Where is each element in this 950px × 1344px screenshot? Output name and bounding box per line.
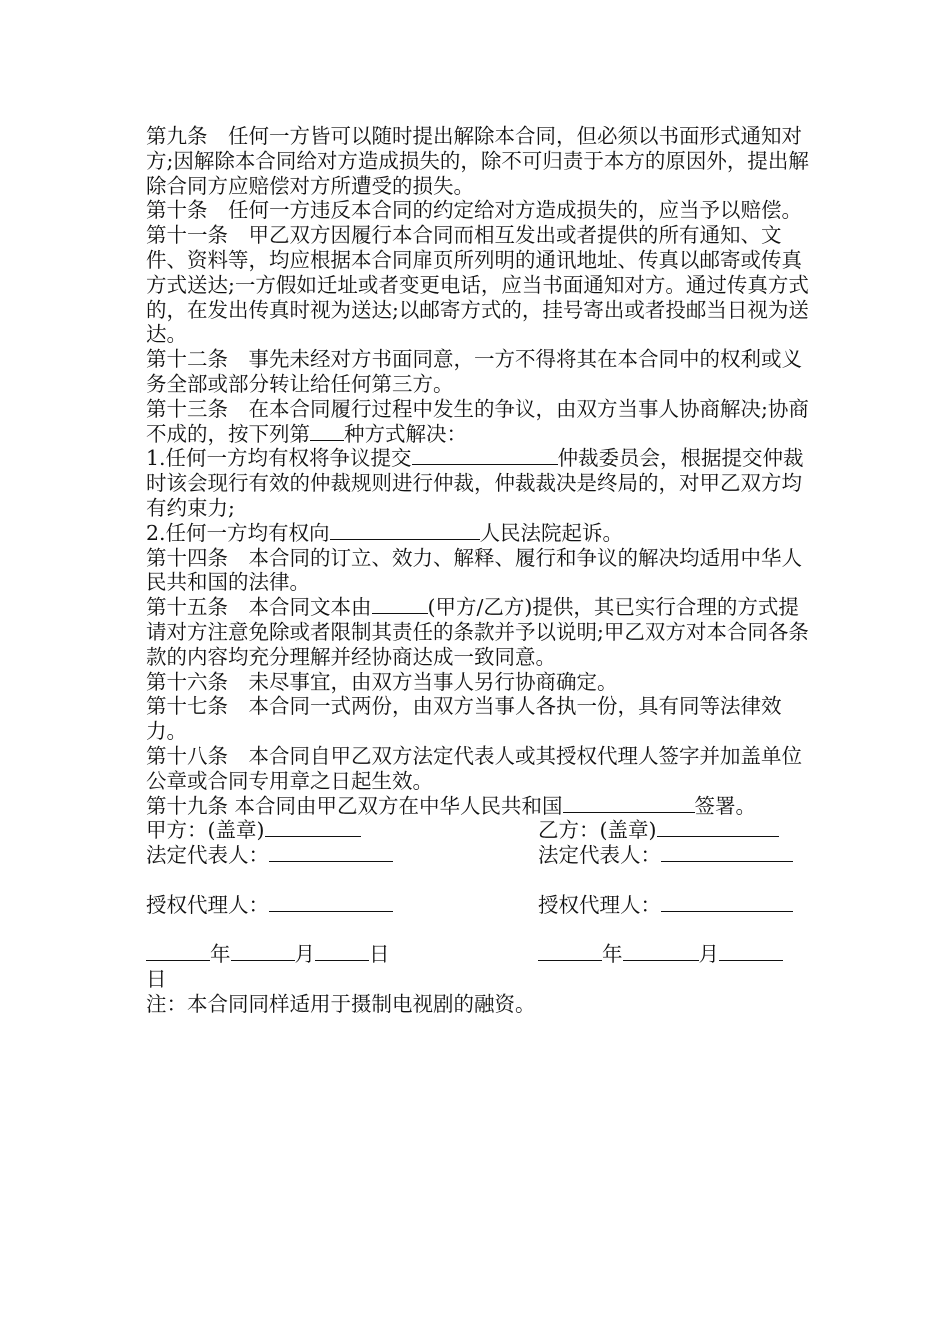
party-a-date-line	[146, 942, 538, 967]
party-a-legal-rep-line	[146, 843, 538, 868]
party-b-legal-rep-line	[538, 843, 816, 868]
clause-17: 第十七条 本合同一式两份，由双方当事人各执一份，具有同等法律效力。	[146, 694, 782, 744]
clause-13-text-after: 种方式解决：	[344, 421, 467, 446]
blank-method-number[interactable]	[310, 422, 344, 441]
clause-18: 第十八条 本合同自甲乙双方法定代表人或其授权代理人签字并加盖单位公章或合同专用章之日起生效。	[146, 743, 802, 793]
signature-party-a	[146, 818, 538, 967]
party-a-month-label: 月	[294, 942, 315, 967]
signature-block	[146, 818, 816, 967]
party-a-day-label: 日	[369, 942, 390, 967]
party-a-agent-label: 授权代理人：	[146, 892, 269, 917]
option-2-text-after: 人民法院起诉。	[479, 520, 624, 545]
clause-15-text: 第十五条 本合同文本由	[146, 595, 372, 620]
party-b-legal-rep-blank[interactable]	[661, 843, 793, 862]
party-a-day-blank[interactable]	[315, 942, 369, 961]
contract-page	[146, 124, 816, 1017]
blank-provider[interactable]	[372, 595, 428, 614]
option-1-text-after: 仲裁委员会，根据提交仲裁时该会现行有效的仲裁规则进行仲裁，仲裁裁决是终局的，对甲乙双方均有约束力;	[146, 446, 804, 520]
spacer	[538, 918, 816, 943]
party-b-day-label: 日	[146, 967, 167, 992]
party-b-agent-blank[interactable]	[661, 893, 793, 912]
party-a-month-blank[interactable]	[231, 942, 295, 961]
clause-19-text-after: 签署。	[694, 793, 757, 818]
clause-10: 第十条 任何一方违反本合同的约定给对方造成损失的，应当予以赔偿。	[146, 198, 802, 223]
clause-13-text: 第十三条 在本合同履行过程中发生的争议，由双方当事人协商解决;协商不成的，按下列第	[146, 396, 809, 446]
spacer	[146, 918, 538, 943]
party-b-legal-rep-label: 法定代表人：	[538, 843, 661, 868]
blank-court[interactable]	[330, 521, 480, 540]
party-a-label: 甲方：(盖章)	[146, 818, 265, 843]
party-a-seal-line	[146, 818, 538, 843]
party-a-agent-line	[146, 893, 538, 918]
party-b-seal-blank[interactable]	[657, 818, 779, 837]
option-1-text: 1.任何一方均有权将争议提交	[146, 446, 412, 471]
party-a-legal-rep-blank[interactable]	[269, 843, 393, 862]
spacer	[146, 868, 538, 893]
party-a-legal-rep-label: 法定代表人：	[146, 843, 269, 868]
clause-13	[146, 397, 816, 447]
party-b-month-blank[interactable]	[623, 942, 699, 961]
clause-15-text-after: (甲方/乙方)提供，其已实行合理的方式提请对方注意免除或者限制其责任的条款并予以说明;甲乙双方对本合同各条款的内容均充分理解并经协商达成一致同意。	[146, 595, 809, 669]
party-b-day-blank[interactable]	[719, 942, 783, 961]
party-b-agent-label: 授权代理人：	[538, 892, 661, 917]
clause-14: 第十四条 本合同的订立、效力、解释、履行和争议的解决均适用中华人民共和国的法律。	[146, 545, 802, 595]
party-b-agent-line	[538, 893, 816, 918]
party-b-seal-line	[538, 818, 816, 843]
party-a-year-label: 年	[210, 942, 231, 967]
wrap-day-line	[146, 967, 816, 992]
clause-12: 第十二条 事先未经对方书面同意，一方不得将其在本合同中的权利或义务全部或部分转让给任何第三方。	[146, 347, 802, 396]
option-1	[146, 446, 816, 520]
clause-9: 第九条 任何一方皆可以随时提出解除本合同，但必须以书面形式通知对方;因解除本合同给对方造成损失的，除不可归责于本方的原因外，提出解除合同方应赔偿对方所遭受的损失。	[146, 124, 809, 198]
footnote: 注：本合同同样适用于摄制电视剧的融资。	[146, 991, 536, 1016]
clause-19-text: 第十九条 本合同由甲乙双方在中华人民共和国	[146, 793, 563, 818]
blank-arbitration-commission[interactable]	[412, 446, 558, 465]
clause-11: 第十一条 甲乙双方因履行本合同而相互发出或者提供的所有通知、文件、资料等，均应根据本合同扉页所列明的通讯地址、传真以邮寄或传真方式送达;一方假如迁址或者变更电话，应当书面通知对方。通过传真方式的，在发出传真时视为送达;以邮寄方式的，挂号寄出或者投邮当日视为送达。	[146, 223, 809, 347]
clause-15	[146, 595, 816, 669]
party-a-year-blank[interactable]	[146, 942, 210, 961]
party-b-month-label: 月	[698, 942, 719, 967]
party-b-date-line	[538, 942, 816, 967]
clause-16: 第十六条 未尽事宜，由双方当事人另行协商确定。	[146, 669, 618, 694]
party-b-label: 乙方：(盖章)	[538, 818, 657, 843]
party-a-agent-blank[interactable]	[269, 893, 393, 912]
option-2	[146, 521, 816, 546]
clause-19	[146, 794, 816, 819]
option-2-text: 2.任何一方均有权向	[146, 520, 330, 545]
party-b-year-blank[interactable]	[538, 942, 602, 961]
blank-signing-place[interactable]	[563, 794, 695, 813]
signature-party-b	[538, 818, 816, 967]
spacer	[538, 868, 816, 893]
party-a-seal-blank[interactable]	[265, 818, 361, 837]
party-b-year-label: 年	[602, 942, 623, 967]
